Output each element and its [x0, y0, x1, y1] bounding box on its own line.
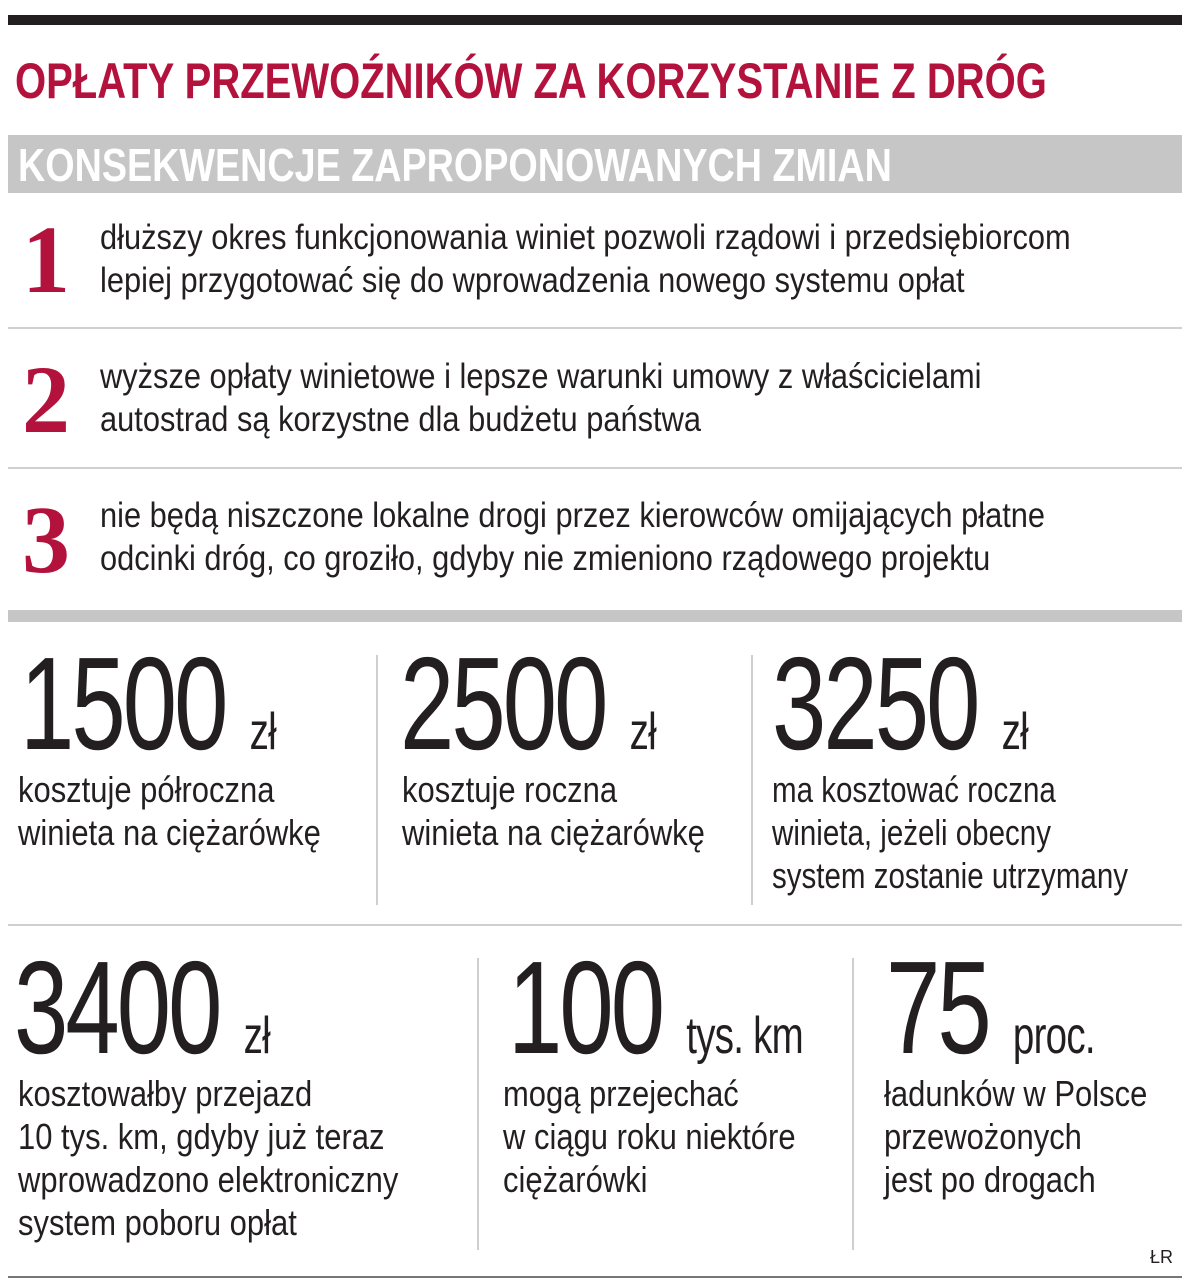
stat-number: 2500 [400, 630, 606, 777]
item-number: 1 [22, 206, 70, 313]
list-item [100, 355, 982, 441]
list-item [100, 494, 1045, 580]
column-divider [376, 655, 378, 905]
section-rule [8, 610, 1182, 622]
desc-line: przewożonych [884, 1116, 1082, 1157]
stat-description [18, 768, 321, 854]
stat-unit: zł [243, 1007, 270, 1065]
stat-unit: zł [1001, 703, 1028, 761]
desc-line: w ciągu roku niektóre [503, 1116, 796, 1157]
stat-number: 75 [886, 934, 989, 1081]
stat-number: 100 [508, 934, 663, 1081]
desc-line: jest po drogach [884, 1159, 1096, 1200]
stat-description [402, 768, 705, 854]
desc-line: winieta, jeżeli obecny [772, 812, 1051, 853]
desc-line: ma kosztować roczna [772, 769, 1056, 810]
stat-value [400, 630, 656, 777]
desc-line: winieta na ciężarówkę [402, 812, 705, 853]
stat-unit: zł [629, 703, 656, 761]
item-line: lepiej przygotować się do wprowadzenia nowego systemu opłat [100, 261, 965, 300]
item-number: 2 [22, 346, 70, 453]
stat-number: 3250 [772, 630, 978, 777]
desc-line: system poboru opłat [18, 1202, 297, 1243]
item-line: wyższe opłaty winietowe i lepsze warunki umowy z właścicielami [100, 357, 982, 396]
divider [8, 924, 1182, 926]
stat-value [772, 630, 1028, 777]
desc-line: ciężarówki [503, 1159, 648, 1200]
desc-line: kosztuje roczna [402, 769, 618, 810]
desc-line: mogą przejechać [503, 1073, 739, 1114]
stat-value [14, 934, 270, 1081]
column-divider [852, 958, 854, 1250]
stat-unit: zł [249, 703, 276, 761]
author-credit: ŁR [1150, 1247, 1174, 1267]
bottom-rule [8, 1276, 1182, 1278]
divider [8, 327, 1182, 329]
item-line: autostrad są korzystne dla budżetu państwa [100, 400, 701, 439]
desc-line: system zostanie utrzymany [772, 855, 1129, 896]
desc-line: wprowadzono elektroniczny [18, 1159, 399, 1200]
item-line: odcinki dróg, co groziło, gdyby nie zmieniono rządowego projektu [100, 539, 991, 578]
list-item [100, 216, 1071, 302]
column-divider [751, 655, 753, 905]
desc-line: kosztowałby przejazd [18, 1073, 313, 1114]
stat-value [20, 630, 276, 777]
desc-line: 10 tys. km, gdyby już teraz [18, 1116, 385, 1157]
page-title: OPŁATY PRZEWOŹNIKÓW ZA KORZYSTANIE Z DRÓG [15, 53, 1047, 109]
stat-unit: proc. [1012, 1007, 1095, 1065]
stat-number: 1500 [20, 630, 226, 777]
stat-description [884, 1072, 1147, 1201]
stat-number: 3400 [14, 934, 220, 1081]
stat-description [18, 1072, 398, 1244]
stat-value [508, 934, 803, 1081]
stat-unit: tys. km [686, 1007, 803, 1065]
stat-value [886, 934, 1095, 1081]
divider [8, 467, 1182, 469]
desc-line: kosztuje półroczna [18, 769, 275, 810]
item-line: dłuższy okres funkcjonowania winiet pozwoli rządowi i przedsiębiorcom [100, 218, 1071, 257]
top-rule [8, 15, 1182, 25]
desc-line: ładunków w Polsce [884, 1073, 1148, 1114]
desc-line: winieta na ciężarówkę [18, 812, 321, 853]
item-line: nie będą niszczone lokalne drogi przez kierowców omijających płatne [100, 496, 1046, 535]
item-number: 3 [22, 486, 70, 593]
section-subtitle: KONSEKWENCJE ZAPROPONOWANYCH ZMIAN [18, 139, 892, 191]
stat-description [772, 768, 1128, 897]
stat-description [503, 1072, 796, 1201]
column-divider [477, 958, 479, 1250]
